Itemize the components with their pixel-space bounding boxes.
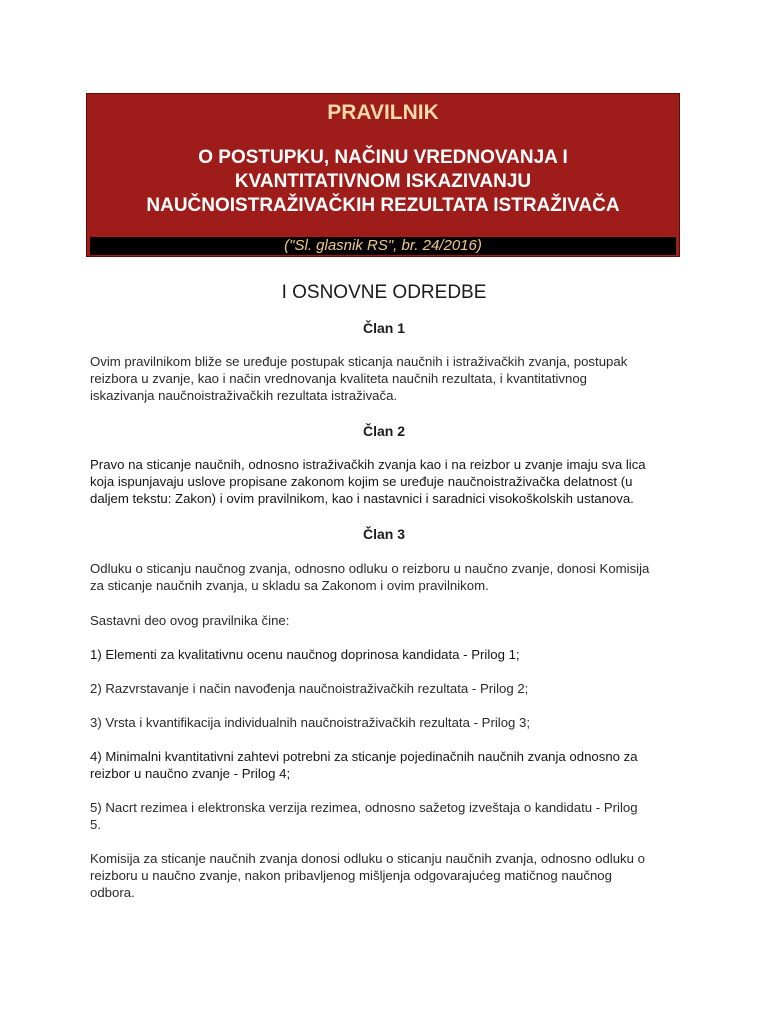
paragraph-line: iskazivanja naučnoistraživačkih rezultata istraživača. <box>90 388 398 403</box>
article-paragraph <box>90 850 690 901</box>
article-paragraph <box>90 353 690 404</box>
paragraph-line: 2) Razvrstavanje i način navođenja naučnoistraživačkih rezultata - Prilog 2; <box>90 681 529 696</box>
subtitle-line: KVANTITATIVNOM ISKAZIVANJU <box>234 171 532 192</box>
article-heading: Član 2 <box>362 423 405 439</box>
document-title-banner <box>86 93 680 257</box>
paragraph-line: koja ispunjavaju uslove propisane zakonom kojim se uređuje naučnoistraživačka delatnost (u <box>90 474 633 489</box>
list-item <box>90 799 690 833</box>
article-heading: Član 3 <box>362 526 405 542</box>
paragraph-line: 5. <box>90 817 101 832</box>
paragraph-line: daljem tekstu: Zakon) i ovim pravilnikom, kao i nastavnici i saradnici visokoškolskih ustanova. <box>90 491 634 506</box>
paragraph-line: Komisija za sticanje naučnih zvanja donosi odluku o sticanju naučnih zvanja, odnosno odluku o <box>90 851 645 866</box>
paragraph-line: 3) Vrsta i kvantifikacija individualnih naučnoistraživačkih rezultata - Prilog 3; <box>90 715 531 730</box>
document-title: PRAVILNIK <box>327 101 439 124</box>
list-item <box>90 714 690 731</box>
paragraph-line: Ovim pravilnikom bliže se uređuje postupak sticanja naučnih i istraživačkih zvanja, postupak <box>90 354 628 369</box>
article-paragraph <box>90 612 690 629</box>
article-heading: Član 1 <box>362 320 405 336</box>
paragraph-line: 4) Minimalni kvantitativni zahtevi potrebni za sticanje pojedinačnih naučnih zvanja odnosno za <box>90 749 638 764</box>
article-paragraph <box>90 560 690 594</box>
paragraph-line: Sastavni deo ovog pravilnika čine: <box>90 613 290 628</box>
paragraph-line: Odluku o sticanju naučnog zvanja, odnosno odluku o reizboru u naučno zvanje, donosi Komisija <box>90 561 650 576</box>
subtitle-line: O POSTUPKU, NAČINU VREDNOVANJA I <box>198 147 568 168</box>
paragraph-line: reizbora u zvanje, kao i način vrednovanja kvaliteta naučnih rezultata, i kvantitativnog <box>90 371 588 386</box>
list-item <box>90 646 690 663</box>
article-paragraph <box>90 456 690 507</box>
gazette-reference: ("Sl. glasnik RS", br. 24/2016) <box>90 237 676 255</box>
paragraph-line: 5) Nacrt rezimea i elektronska verzija rezimea, odnosno sažetog izveštaja o kandidatu - Prilog <box>90 800 638 815</box>
document-subtitle <box>87 146 679 218</box>
paragraph-line: za sticanje naučnih zvanja, u skladu sa Zakonom i ovim pravilnikom. <box>90 578 489 593</box>
list-item <box>90 680 690 697</box>
paragraph-line: odbora. <box>90 885 135 900</box>
section-heading: I OSNOVNE ODREDBE <box>281 282 487 303</box>
subtitle-line: NAUČNOISTRAŽIVAČKIH REZULTATA ISTRAŽIVAČA <box>146 195 620 216</box>
paragraph-line: Pravo na sticanje naučnih, odnosno istraživačkih zvanja kao i na reizbor u zvanje imaju sva lica <box>90 457 646 472</box>
paragraph-line: reizbor u naučno zvanje - Prilog 4; <box>90 766 291 781</box>
paragraph-line: reizboru u naučno zvanje, nakon pribavljenog mišljenja odgovarajućeg matičnog naučnog <box>90 868 612 883</box>
paragraph-line: 1) Elementi za kvalitativnu ocenu naučnog doprinosa kandidata - Prilog 1; <box>90 647 520 662</box>
list-item <box>90 748 690 782</box>
